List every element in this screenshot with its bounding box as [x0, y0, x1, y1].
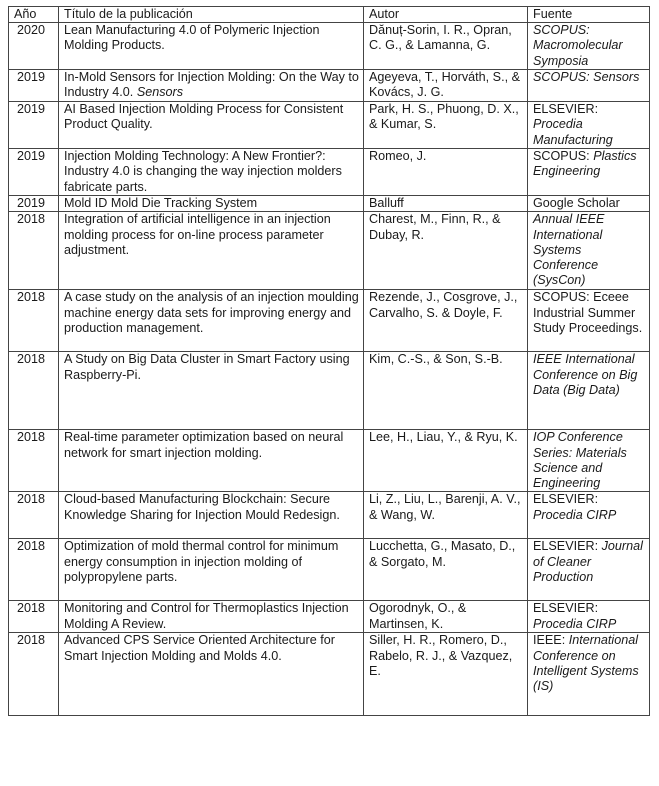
cell-year: 2018 [9, 492, 59, 539]
table-row [9, 539, 650, 601]
table-body [9, 23, 650, 716]
source-plain-text: ELSEVIER: [533, 492, 599, 507]
title-text: Lean Manufacturing 4.0 of Polymeric Injection Molding Products. [64, 23, 320, 53]
cell-source [528, 70, 650, 102]
cell-author: Charest, M., Finn, R., & Dubay, R. [364, 212, 528, 290]
source-plain-text: Google Scholar [533, 196, 620, 211]
cell-author: Kim, C.-S., & Son, S.-B. [364, 352, 528, 430]
source-italic-text: IEEE International Conference on Big Data (Big Data) [533, 352, 638, 397]
source-italic-text: Procedia Manufacturing [533, 117, 613, 147]
cell-source [528, 633, 650, 716]
source-plain-text: ELSEVIER: [533, 102, 599, 117]
source-italic-text: Plastics Engineering [533, 149, 637, 179]
cell-year: 2018 [9, 539, 59, 601]
title-text: Advanced CPS Service Oriented Architecture for Smart Injection Molding and Molds 4.0. [64, 633, 335, 663]
cell-author: Lucchetta, G., Masato, D., & Sorgato, M. [364, 539, 528, 601]
source-plain-text: SCOPUS: [533, 149, 590, 164]
cell-title [59, 23, 364, 70]
table-row [9, 102, 650, 149]
title-text: A case study on the analysis of an injection moulding machine energy data sets for improving energy and production management. [64, 290, 359, 335]
cell-author: Ogorodnyk, O., & Martinsen, K. [364, 601, 528, 633]
cell-title [59, 492, 364, 539]
cell-title [59, 149, 364, 196]
cell-source [528, 290, 650, 352]
cell-year: 2020 [9, 23, 59, 70]
cell-title [59, 352, 364, 430]
cell-source [528, 430, 650, 492]
title-text: Integration of artificial intelligence in an injection molding process for on-line process parameter adjustment. [64, 212, 331, 257]
cell-source [528, 23, 650, 70]
cell-source [528, 539, 650, 601]
title-text: Monitoring and Control for Thermoplastics Injection Molding A Review. [64, 601, 349, 631]
cell-title [59, 70, 364, 102]
title-text: Real-time parameter optimization based on neural network for smart injection molding. [64, 430, 344, 460]
table-row [9, 290, 650, 352]
source-italic-text: IOP Conference Series: Materials Science and Engineering [533, 430, 627, 491]
cell-author: Balluff [364, 196, 528, 212]
cell-source [528, 352, 650, 430]
cell-title [59, 430, 364, 492]
table-row [9, 430, 650, 492]
cell-year: 2018 [9, 430, 59, 492]
publications-table [8, 6, 650, 716]
cell-source [528, 102, 650, 149]
table-row [9, 633, 650, 716]
cell-title [59, 212, 364, 290]
title-italic-text: Sensors [136, 85, 184, 100]
header-author: Autor [364, 7, 528, 23]
source-italic-text: SCOPUS: Sensors [533, 70, 640, 85]
source-plain-text: ELSEVIER: [533, 539, 599, 554]
source-italic-text: Journal of Cleaner Production [533, 539, 643, 584]
header-title: Título de la publicación [59, 7, 364, 23]
cell-year: 2019 [9, 149, 59, 196]
source-italic-text: International Conference on Intelligent Systems (IS) [533, 633, 639, 694]
title-text: Optimization of mold thermal control for minimum energy consumption in injection molding of polypropylene parts. [64, 539, 339, 584]
title-text: AI Based Injection Molding Process for Consistent Product Quality. [64, 102, 344, 132]
cell-year: 2018 [9, 352, 59, 430]
cell-year: 2019 [9, 70, 59, 102]
source-plain-text: IEEE: [533, 633, 566, 648]
title-text: Mold ID Mold Die Tracking System [64, 196, 258, 211]
cell-title [59, 633, 364, 716]
table-row [9, 601, 650, 633]
table-row [9, 352, 650, 430]
source-plain-text: ELSEVIER: [533, 601, 599, 616]
title-text: A Study on Big Data Cluster in Smart Factory using Raspberry-Pi. [64, 352, 350, 382]
cell-year: 2018 [9, 212, 59, 290]
cell-author: Rezende, J., Cosgrove, J., Carvalho, S. & Doyle, F. [364, 290, 528, 352]
table-row [9, 492, 650, 539]
cell-title [59, 196, 364, 212]
title-text: In-Mold Sensors for Injection Molding: On the Way to Industry 4.0. [64, 70, 359, 100]
header-row [9, 7, 650, 23]
table-row [9, 23, 650, 70]
source-plain-text: SCOPUS: Eceee Industrial Summer Study Proceedings. [533, 290, 643, 335]
cell-author: Ageyeva, T., Horváth, S., & Kovács, J. G. [364, 70, 528, 102]
cell-author: Dănuț-Sorin, I. R., Opran, C. G., & Lamanna, G. [364, 23, 528, 70]
cell-source [528, 492, 650, 539]
cell-author: Lee, H., Liau, Y., & Ryu, K. [364, 430, 528, 492]
cell-title [59, 290, 364, 352]
cell-author: Siller, H. R., Romero, D., Rabelo, R. J., & Vazquez, E. [364, 633, 528, 716]
cell-year: 2019 [9, 102, 59, 149]
source-italic-text: SCOPUS: Macromolecular Symposia [533, 23, 623, 68]
cell-year: 2018 [9, 601, 59, 633]
title-text: Injection Molding Technology: A New Frontier?: Industry 4.0 is changing the way injection molders fabricate parts. [64, 149, 342, 194]
source-italic-text: Annual IEEE International Systems Conference (SysCon) [533, 212, 605, 288]
cell-year: 2018 [9, 633, 59, 716]
cell-title [59, 539, 364, 601]
header-source: Fuente [528, 7, 650, 23]
source-italic-text: Procedia CIRP [533, 616, 617, 631]
cell-source [528, 149, 650, 196]
cell-title [59, 102, 364, 149]
cell-author: Park, H. S., Phuong, D. X., & Kumar, S. [364, 102, 528, 149]
cell-source [528, 212, 650, 290]
title-text: Cloud-based Manufacturing Blockchain: Secure Knowledge Sharing for Injection Mould Redesign. [64, 492, 340, 522]
table-row [9, 70, 650, 102]
cell-year: 2019 [9, 196, 59, 212]
source-italic-text: Procedia CIRP [533, 507, 617, 522]
header-year: Año [9, 7, 59, 23]
table-row [9, 149, 650, 196]
table-row [9, 212, 650, 290]
cell-source [528, 601, 650, 633]
cell-year: 2018 [9, 290, 59, 352]
cell-author: Romeo, J. [364, 149, 528, 196]
cell-source [528, 196, 650, 212]
publications-table-wrapper [8, 6, 650, 716]
cell-author: Li, Z., Liu, L., Barenji, A. V., & Wang, W. [364, 492, 528, 539]
table-row [9, 196, 650, 212]
cell-title [59, 601, 364, 633]
